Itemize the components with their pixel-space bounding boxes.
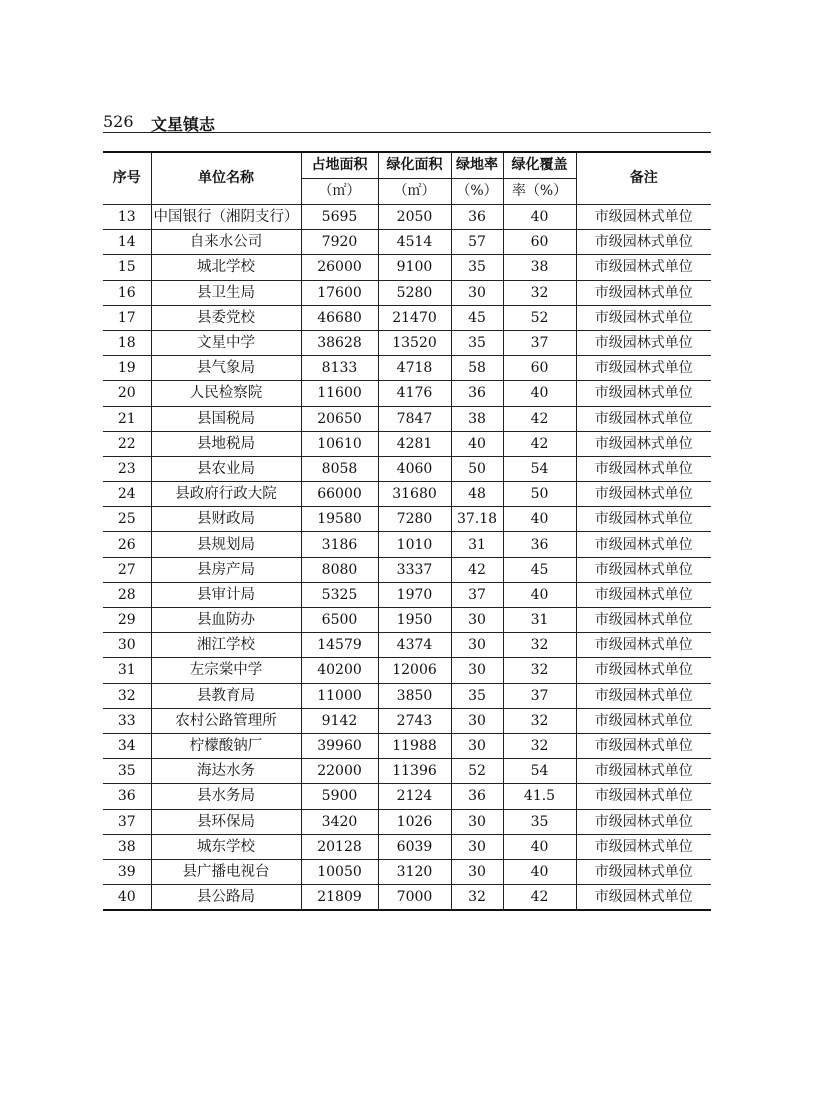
cell-cover-rate: 35 <box>503 809 576 834</box>
cell-seq: 19 <box>103 356 151 381</box>
cell-cover-rate: 42 <box>503 431 576 456</box>
cell-land-area: 11000 <box>301 683 378 708</box>
cell-green-rate: 36 <box>451 205 503 230</box>
cell-green-rate: 30 <box>451 809 503 834</box>
cell-land-area: 8133 <box>301 356 378 381</box>
table-row <box>103 683 711 708</box>
cell-note: 市级园林式单位 <box>576 406 711 431</box>
table-header <box>103 152 711 205</box>
cell-note: 市级园林式单位 <box>576 859 711 884</box>
table-row <box>103 205 711 230</box>
table-row <box>103 381 711 406</box>
cell-green-rate: 30 <box>451 859 503 884</box>
cell-unit-name: 县水务局 <box>151 784 301 809</box>
cell-green-area: 3850 <box>378 683 451 708</box>
cell-green-rate: 48 <box>451 482 503 507</box>
table-row <box>103 708 711 733</box>
book-title: 文星镇志 <box>151 115 216 134</box>
col-header-green-rate: 绿地率 <box>451 152 503 179</box>
cell-green-area: 4718 <box>378 356 451 381</box>
cell-unit-name: 县农业局 <box>151 456 301 481</box>
cell-seq: 23 <box>103 456 151 481</box>
cell-land-area: 40200 <box>301 658 378 683</box>
cell-land-area: 8058 <box>301 456 378 481</box>
col-header-cover-rate-unit: 率（%） <box>503 179 576 205</box>
cell-green-rate: 30 <box>451 633 503 658</box>
cell-green-rate: 30 <box>451 658 503 683</box>
cell-seq: 25 <box>103 507 151 532</box>
col-header-area-unit: （㎡） <box>301 179 378 205</box>
table-row <box>103 582 711 607</box>
cell-land-area: 8080 <box>301 557 378 582</box>
cell-note: 市级园林式单位 <box>576 381 711 406</box>
cell-green-rate: 35 <box>451 255 503 280</box>
cell-cover-rate: 60 <box>503 356 576 381</box>
cell-green-rate: 50 <box>451 456 503 481</box>
cell-land-area: 11600 <box>301 381 378 406</box>
cell-land-area: 20650 <box>301 406 378 431</box>
cell-unit-name: 县国税局 <box>151 406 301 431</box>
cell-unit-name: 城东学校 <box>151 834 301 859</box>
cell-green-area: 4060 <box>378 456 451 481</box>
cell-note: 市级园林式单位 <box>576 582 711 607</box>
cell-land-area: 9142 <box>301 708 378 733</box>
cell-seq: 13 <box>103 205 151 230</box>
cell-cover-rate: 40 <box>503 381 576 406</box>
cell-green-rate: 30 <box>451 834 503 859</box>
cell-land-area: 14579 <box>301 633 378 658</box>
cell-unit-name: 文星中学 <box>151 330 301 355</box>
cell-cover-rate: 54 <box>503 456 576 481</box>
cell-cover-rate: 31 <box>503 608 576 633</box>
cell-green-area: 6039 <box>378 834 451 859</box>
cell-seq: 22 <box>103 431 151 456</box>
cell-green-rate: 58 <box>451 356 503 381</box>
cell-land-area: 26000 <box>301 255 378 280</box>
cell-green-area: 1950 <box>378 608 451 633</box>
cell-seq: 39 <box>103 859 151 884</box>
cell-green-rate: 45 <box>451 305 503 330</box>
cell-green-rate: 30 <box>451 733 503 758</box>
cell-green-rate: 38 <box>451 406 503 431</box>
cell-unit-name: 城北学校 <box>151 255 301 280</box>
table-row <box>103 834 711 859</box>
cell-note: 市级园林式单位 <box>576 205 711 230</box>
cell-cover-rate: 32 <box>503 280 576 305</box>
cell-green-rate: 32 <box>451 885 503 911</box>
page-header <box>103 112 711 133</box>
cell-seq: 38 <box>103 834 151 859</box>
cell-cover-rate: 32 <box>503 658 576 683</box>
cell-green-rate: 52 <box>451 759 503 784</box>
col-header-green-area: 绿化面积 <box>378 152 451 179</box>
table-row <box>103 431 711 456</box>
cell-green-area: 5280 <box>378 280 451 305</box>
cell-unit-name: 人民检察院 <box>151 381 301 406</box>
cell-seq: 27 <box>103 557 151 582</box>
cell-seq: 35 <box>103 759 151 784</box>
col-header-area: 占地面积 <box>301 152 378 179</box>
table-row <box>103 507 711 532</box>
cell-unit-name: 湘江学校 <box>151 633 301 658</box>
cell-note: 市级园林式单位 <box>576 305 711 330</box>
table-row <box>103 280 711 305</box>
cell-cover-rate: 41.5 <box>503 784 576 809</box>
cell-green-area: 31680 <box>378 482 451 507</box>
cell-green-area: 4281 <box>378 431 451 456</box>
cell-unit-name: 自来水公司 <box>151 230 301 255</box>
cell-seq: 21 <box>103 406 151 431</box>
table-row <box>103 885 711 911</box>
cell-seq: 24 <box>103 482 151 507</box>
cell-unit-name: 县委党校 <box>151 305 301 330</box>
cell-land-area: 3186 <box>301 532 378 557</box>
cell-unit-name: 农村公路管理所 <box>151 708 301 733</box>
cell-land-area: 5695 <box>301 205 378 230</box>
cell-green-area: 1970 <box>378 582 451 607</box>
cell-green-area: 11396 <box>378 759 451 784</box>
cell-land-area: 10610 <box>301 431 378 456</box>
cell-unit-name: 县环保局 <box>151 809 301 834</box>
cell-cover-rate: 40 <box>503 582 576 607</box>
cell-note: 市级园林式单位 <box>576 633 711 658</box>
cell-unit-name: 县审计局 <box>151 582 301 607</box>
cell-seq: 36 <box>103 784 151 809</box>
table-row <box>103 482 711 507</box>
cell-green-area: 4514 <box>378 230 451 255</box>
table-row <box>103 330 711 355</box>
cell-note: 市级园林式单位 <box>576 330 711 355</box>
page-number: 526 <box>103 112 134 131</box>
cell-note: 市级园林式单位 <box>576 834 711 859</box>
cell-cover-rate: 32 <box>503 633 576 658</box>
cell-seq: 33 <box>103 708 151 733</box>
cell-green-area: 2743 <box>378 708 451 733</box>
cell-green-rate: 57 <box>451 230 503 255</box>
cell-green-area: 2050 <box>378 205 451 230</box>
table-row <box>103 532 711 557</box>
cell-note: 市级园林式单位 <box>576 885 711 911</box>
cell-green-rate: 30 <box>451 280 503 305</box>
cell-land-area: 17600 <box>301 280 378 305</box>
cell-note: 市级园林式单位 <box>576 280 711 305</box>
cell-note: 市级园林式单位 <box>576 532 711 557</box>
cell-seq: 34 <box>103 733 151 758</box>
col-header-name: 单位名称 <box>151 152 301 205</box>
cell-seq: 40 <box>103 885 151 911</box>
cell-cover-rate: 45 <box>503 557 576 582</box>
cell-cover-rate: 37 <box>503 330 576 355</box>
cell-green-area: 3337 <box>378 557 451 582</box>
cell-land-area: 22000 <box>301 759 378 784</box>
cell-green-rate: 35 <box>451 683 503 708</box>
cell-unit-name: 县气象局 <box>151 356 301 381</box>
cell-green-rate: 37 <box>451 582 503 607</box>
cell-seq: 18 <box>103 330 151 355</box>
col-header-green-rate-unit: （%） <box>451 179 503 205</box>
cell-green-area: 11988 <box>378 733 451 758</box>
cell-green-area: 7847 <box>378 406 451 431</box>
col-header-seq: 序号 <box>103 152 151 205</box>
table-row <box>103 305 711 330</box>
cell-seq: 31 <box>103 658 151 683</box>
table-row <box>103 230 711 255</box>
cell-cover-rate: 32 <box>503 733 576 758</box>
cell-green-area: 4176 <box>378 381 451 406</box>
cell-unit-name: 柠檬酸钠厂 <box>151 733 301 758</box>
cell-seq: 14 <box>103 230 151 255</box>
cell-green-rate: 35 <box>451 330 503 355</box>
cell-note: 市级园林式单位 <box>576 557 711 582</box>
cell-note: 市级园林式单位 <box>576 255 711 280</box>
cell-seq: 32 <box>103 683 151 708</box>
cell-cover-rate: 32 <box>503 708 576 733</box>
cell-cover-rate: 54 <box>503 759 576 784</box>
cell-cover-rate: 38 <box>503 255 576 280</box>
cell-green-area: 7280 <box>378 507 451 532</box>
cell-green-area: 21470 <box>378 305 451 330</box>
cell-note: 市级园林式单位 <box>576 809 711 834</box>
cell-unit-name: 县地税局 <box>151 431 301 456</box>
cell-unit-name: 左宗棠中学 <box>151 658 301 683</box>
cell-land-area: 66000 <box>301 482 378 507</box>
cell-green-rate: 36 <box>451 784 503 809</box>
cell-note: 市级园林式单位 <box>576 759 711 784</box>
cell-cover-rate: 52 <box>503 305 576 330</box>
cell-unit-name: 县教育局 <box>151 683 301 708</box>
cell-unit-name: 县规划局 <box>151 532 301 557</box>
cell-green-rate: 40 <box>451 431 503 456</box>
cell-green-rate: 30 <box>451 708 503 733</box>
cell-seq: 37 <box>103 809 151 834</box>
cell-green-rate: 36 <box>451 381 503 406</box>
cell-unit-name: 县血防办 <box>151 608 301 633</box>
table-row <box>103 255 711 280</box>
cell-green-area: 12006 <box>378 658 451 683</box>
cell-seq: 28 <box>103 582 151 607</box>
cell-green-area: 13520 <box>378 330 451 355</box>
cell-cover-rate: 42 <box>503 406 576 431</box>
cell-unit-name: 县公路局 <box>151 885 301 911</box>
cell-land-area: 3420 <box>301 809 378 834</box>
cell-unit-name: 县政府行政大院 <box>151 482 301 507</box>
cell-note: 市级园林式单位 <box>576 356 711 381</box>
cell-seq: 30 <box>103 633 151 658</box>
table-row <box>103 658 711 683</box>
cell-unit-name: 县财政局 <box>151 507 301 532</box>
cell-land-area: 21809 <box>301 885 378 911</box>
cell-unit-name: 县卫生局 <box>151 280 301 305</box>
cell-land-area: 20128 <box>301 834 378 859</box>
table-row <box>103 406 711 431</box>
cell-seq: 29 <box>103 608 151 633</box>
cell-green-area: 3120 <box>378 859 451 884</box>
table-row <box>103 608 711 633</box>
table-row <box>103 784 711 809</box>
table-row <box>103 456 711 481</box>
cell-land-area: 6500 <box>301 608 378 633</box>
cell-cover-rate: 40 <box>503 507 576 532</box>
cell-note: 市级园林式单位 <box>576 658 711 683</box>
cell-seq: 16 <box>103 280 151 305</box>
cell-land-area: 19580 <box>301 507 378 532</box>
greening-units-table <box>103 151 711 911</box>
table-row <box>103 557 711 582</box>
cell-note: 市级园林式单位 <box>576 683 711 708</box>
cell-cover-rate: 40 <box>503 859 576 884</box>
cell-green-rate: 31 <box>451 532 503 557</box>
cell-note: 市级园林式单位 <box>576 733 711 758</box>
cell-seq: 26 <box>103 532 151 557</box>
table-row <box>103 759 711 784</box>
cell-green-rate: 37.18 <box>451 507 503 532</box>
cell-unit-name: 县房产局 <box>151 557 301 582</box>
cell-land-area: 46680 <box>301 305 378 330</box>
col-header-cover-rate: 绿化覆盖 <box>503 152 576 179</box>
cell-unit-name: 县广播电视台 <box>151 859 301 884</box>
cell-seq: 20 <box>103 381 151 406</box>
cell-cover-rate: 40 <box>503 834 576 859</box>
table-row <box>103 859 711 884</box>
cell-land-area: 39960 <box>301 733 378 758</box>
cell-unit-name: 海达水务 <box>151 759 301 784</box>
cell-cover-rate: 40 <box>503 205 576 230</box>
cell-unit-name: 中国银行（湘阴支行） <box>151 205 301 230</box>
cell-land-area: 5325 <box>301 582 378 607</box>
cell-green-area: 1026 <box>378 809 451 834</box>
cell-note: 市级园林式单位 <box>576 507 711 532</box>
cell-green-rate: 42 <box>451 557 503 582</box>
cell-note: 市级园林式单位 <box>576 708 711 733</box>
cell-note: 市级园林式单位 <box>576 482 711 507</box>
cell-green-area: 2124 <box>378 784 451 809</box>
cell-land-area: 7920 <box>301 230 378 255</box>
cell-green-area: 7000 <box>378 885 451 911</box>
cell-note: 市级园林式单位 <box>576 784 711 809</box>
cell-green-area: 1010 <box>378 532 451 557</box>
cell-note: 市级园林式单位 <box>576 230 711 255</box>
cell-green-area: 9100 <box>378 255 451 280</box>
col-header-note: 备注 <box>576 152 711 205</box>
cell-green-rate: 30 <box>451 608 503 633</box>
cell-cover-rate: 42 <box>503 885 576 911</box>
cell-seq: 17 <box>103 305 151 330</box>
cell-land-area: 38628 <box>301 330 378 355</box>
cell-cover-rate: 37 <box>503 683 576 708</box>
cell-cover-rate: 50 <box>503 482 576 507</box>
col-header-green-area-unit: （㎡） <box>378 179 451 205</box>
cell-cover-rate: 60 <box>503 230 576 255</box>
cell-green-area: 4374 <box>378 633 451 658</box>
cell-cover-rate: 36 <box>503 532 576 557</box>
table-row <box>103 809 711 834</box>
cell-seq: 15 <box>103 255 151 280</box>
cell-note: 市级园林式单位 <box>576 456 711 481</box>
cell-note: 市级园林式单位 <box>576 431 711 456</box>
table-row <box>103 356 711 381</box>
cell-note: 市级园林式单位 <box>576 608 711 633</box>
table-body <box>103 205 711 911</box>
table-row <box>103 733 711 758</box>
cell-land-area: 10050 <box>301 859 378 884</box>
table-row <box>103 633 711 658</box>
cell-land-area: 5900 <box>301 784 378 809</box>
